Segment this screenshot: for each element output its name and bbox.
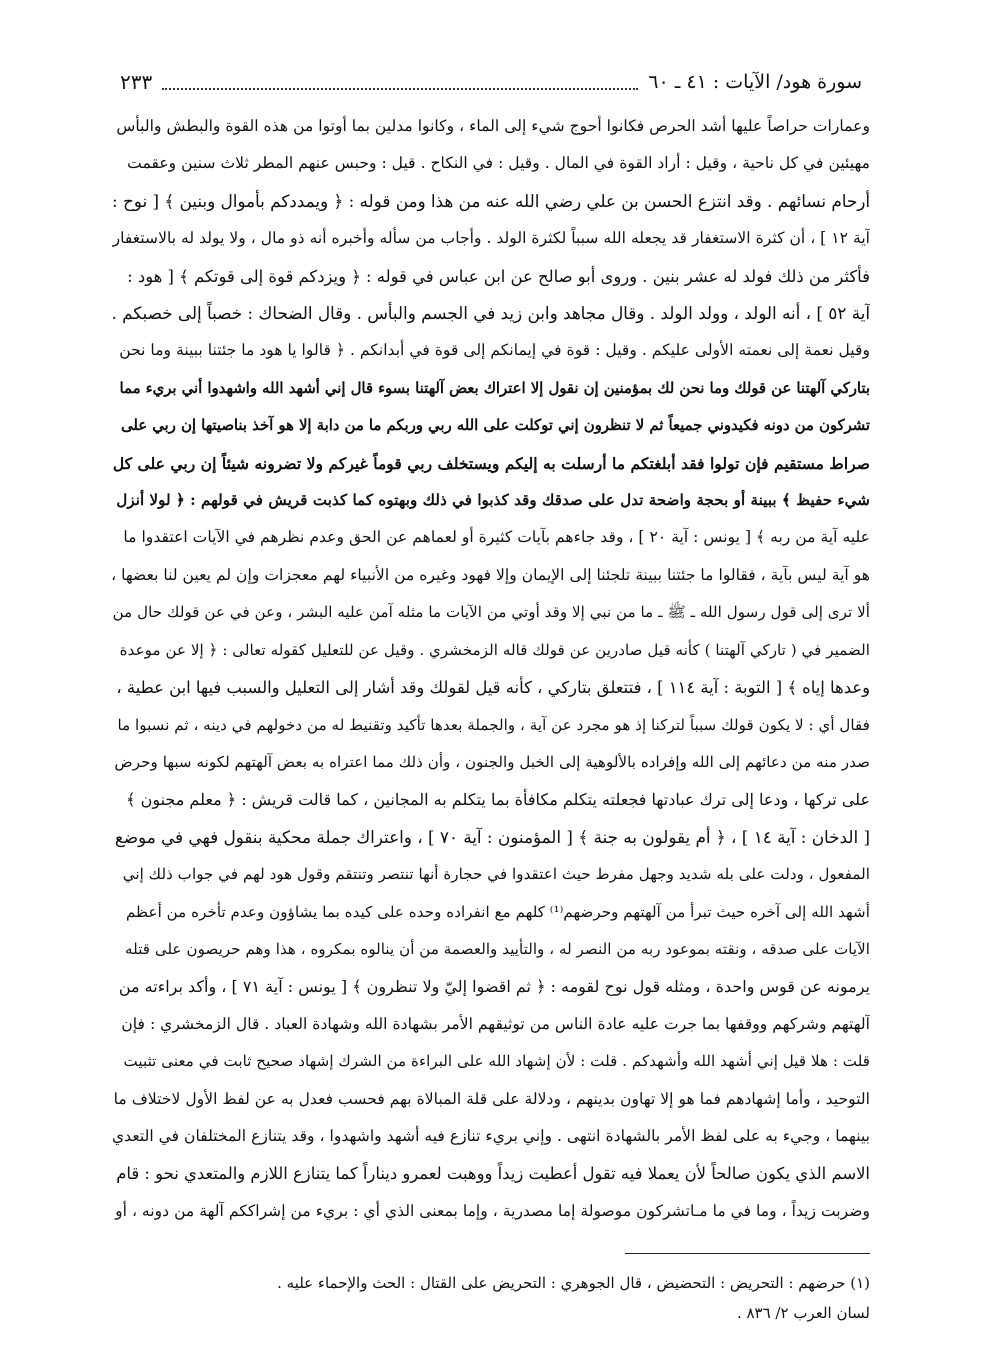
text-line: وعمارات حراصاً عليها أشد الحرص فكانوا أحوج شيء إلى الماء ، وكانوا مدلين بما أوتوا من هذه القوة والبطش والبأس bbox=[116, 117, 870, 135]
text-line: التوحيد ، وأما إشهادهم فما هو إلا تهاون بدينهم ، ودلالة على قلة المبالاة بهم فحسب فعدل به عن لفظ الأول لاختلاف ما bbox=[113, 1089, 870, 1108]
text-line: فأكثر من ذلك فولد له عشر بنين . وروى أبو صالح عن ابن عباس في قوله : ﴿ ويزدكم قوة إلى قوتكم ﴾ [ هود : bbox=[127, 266, 870, 286]
text-line: الآيات على صدقه ، ونقته بموعود ربه من النصر له ، والتأييد والعصمة من أن ينالوه بمكروه ، هذا وهم حريصون على قتله bbox=[125, 939, 870, 958]
text-line: صراط مستقيم فإن تولوا فقد أبلغتكم ما أرسلت به إليكم ويستخلف ربي قوماً غيركم ولا تضرونه شيئاً إن ربي على كل bbox=[112, 453, 870, 473]
text-line: هو آية ليس بآية ، فقالوا ما جئتنا ببينة تلجئنا إلى الإيمان وإلا فهود وغيره من الأنبياء لهم معجزات وإن لم يعين لنا بعضها ، bbox=[111, 565, 870, 584]
footnote-line: (١) حرضهم : التحريض : التحضيض ، قال الجوهري : التحريض على القتال : الحث والإحماء عليه . bbox=[277, 1274, 870, 1292]
text-line: وقيل نعمة إلى نعمته الأولى عليكم . وقيل : قوة في إيمانكم إلى قوة في أبدانكم . ﴿ قالوا يا هود ما جئتنا ببينة وما نحن bbox=[119, 341, 870, 360]
body-text bbox=[110, 108, 870, 1230]
text-line: المفعول ، ودلت على بله شديد وجهل مفرط حيث اعتقدوا في حجارة أنها تنتصر وتنتقم وقول هود لهم في جواب ذلك إني bbox=[122, 865, 870, 884]
text-line: يرمونه عن قوس واحدة ، ومثله قول نوح لقومه : ﴿ ثم اقضوا إليّ ولا تنظرون ﴾ [ يونس : آية ٧١ ] ، وأكد براءته من bbox=[118, 977, 870, 997]
running-header bbox=[120, 64, 862, 100]
text-line: أشهد الله إلى آخره حيث تبرأ من آلهتهم وحرضهم⁽¹⁾ كلهم مع انفراده وحده على كيده بما يشاؤون وعدم تأخره من أعظم bbox=[125, 902, 870, 921]
text-line: على تركها ، ودعا إلى ترك عبادتها فجعلته يتكلم مكافأة بما يتكلم به المجانين ، كما قالت قريش : ﴿ معلم مجنون ﴾ bbox=[126, 790, 870, 810]
text-line: قلت : هلا قيل إني أشهد الله وأشهدكم . قلت : لأن إشهاد الله على البراءة من الشرك إشهاد صحيح ثابت في معنى تثبيت bbox=[123, 1052, 870, 1071]
text-line: شيء حفيظ ﴾ ببينة أو بحجة واضحة تدل على صدقك وقد كذبوا في ذلك وبهتوه كما كذبت قريش في قولهم : ﴿ لولا أنزل bbox=[116, 491, 870, 510]
text-line: ألا ترى إلى قول رسول الله ـ ﷺ ـ ما من نبي إلا وقد أوتي من الآيات ما مثله آمن عليه البشر ، وعن في عن قولك حال من bbox=[112, 603, 870, 622]
text-line: آية ٥٢ ] ، أنه الولد ، وولد الولد . وقال مجاهد وابن زيد في الجسم والبأس . وقال الضحاك : خصباً إلى خصبكم . bbox=[111, 303, 870, 324]
footnote-separator bbox=[625, 1253, 870, 1254]
text-line: مهيئين في كل ناحية ، وقيل : أراد القوة في المال . وقيل : في النكاح . قيل : وحبس عنهم المطر ثلاث سنين وعقمت bbox=[127, 154, 870, 173]
header-title: سورة هود/ الآيات : ٤١ ـ ٦٠ bbox=[648, 71, 862, 93]
text-line: [ الدخان : آية ١٤ ] ، ﴿ أم يقولون به جنة ﴾ [ المؤمنون : آية ٧٠ ] ، واعتراك جملة محكية بنقول فهي في موضع bbox=[114, 826, 870, 847]
text-line: عليه آية من ربه ﴾ [ يونس : آية ٢٠ ] ، وقد جاءهم بآيات كثيرة أو لعماهم عن الحق وعدم نظرهم في الآيات اعتقدوا ما bbox=[123, 528, 870, 547]
footnote bbox=[110, 1268, 870, 1328]
text-line: آلهتهم وشركهم ووقفها بما جرت عليه عادة الناس من توثيقهم الأمر بشهادة الله وشهادة العباد . قال الزمخشري : فإن bbox=[121, 1014, 870, 1033]
text-line: صدر منه من دعائهم إلى الله وإفراده بالألوهية إلى الخبل والجنون ، وأن ذلك مما اعتراه به بعض آلهتهم لكونه سبها وحرض bbox=[114, 752, 870, 771]
text-line: بينهما ، وجيء به على لفظ الأمر بالشهادة انتهى . وإني بريء تنازع فيه أشهد واشهدوا ، وقد يتنازع المختلفان في التعدي bbox=[111, 1126, 870, 1145]
text-line: آية ١٢ ] ، أن كثرة الاستغفار قد يجعله الله سبباً لكثرة الولد . وأجاب من سأله وأخبره أنه ذو مال ، ولا يولد له بالاستغفار bbox=[112, 229, 870, 248]
text-line: تشركون من دونه فكيدوني جميعاً ثم لا تنظرون إني توكلت على الله ربي وربكم ما من دابة إلا هو آخذ بناصيتها إن ربي على bbox=[121, 417, 870, 435]
header-leader-dots bbox=[162, 74, 638, 90]
text-line: الضمير في ( تاركي آلهتنا ) كأنه قيل صادرين عن قولك قاله الزمخشري . وقيل عن للتعليل كقوله تعالى : ﴿ إلا عن موعدة bbox=[119, 640, 870, 659]
footnote-line: لسان العرب ٢/ ٨٣٦ . bbox=[736, 1304, 870, 1322]
text-line: الاسم الذي يكون صالحاً لأن يعملا فيه تقول أعطيت زيداً ووهبت لعمرو ديناراً كما يتنازع اللازم والمتعدي نحو : قام bbox=[116, 1164, 870, 1184]
text-line: بتاركي آلهتنا عن قولك وما نحن لك بمؤمنين إن نقول إلا اعتراك بعض آلهتنا بسوء قال إني أشهد الله واشهدوا أني بريء مما bbox=[119, 379, 870, 397]
text-line: أرحام نسائهم . وقد انتزع الحسن بن علي رضي الله عنه من هذا ومن قوله : ﴿ ويمددكم بأموال وبنين ﴾ [ نوح : bbox=[111, 190, 870, 211]
text-line: فقال أي : لا يكون قولك سبباً لتركنا إذ هو مجرد عن آية ، والجملة بعدها تأكيد وتقنيط له من دخولهم في دينه ، ثم نسبوا ما bbox=[117, 715, 870, 734]
text-line: وعدها إياه ﴾ [ التوبة : آية ١١٤ ] ، فتتعلق بتاركي ، كأنه قيل لقولك وقد أشار إلى التعليل والسبب فيها ابن عطية ، bbox=[116, 678, 870, 698]
text-line: وضربت زيداً ، وما في ما مـاتشركون موصولة إما مصدرية ، وإما بمعنى الذي أي : بريء من إشراككم آلهة من دونه ، أو bbox=[115, 1201, 870, 1220]
page-number: ٢٣٣ bbox=[120, 70, 153, 94]
